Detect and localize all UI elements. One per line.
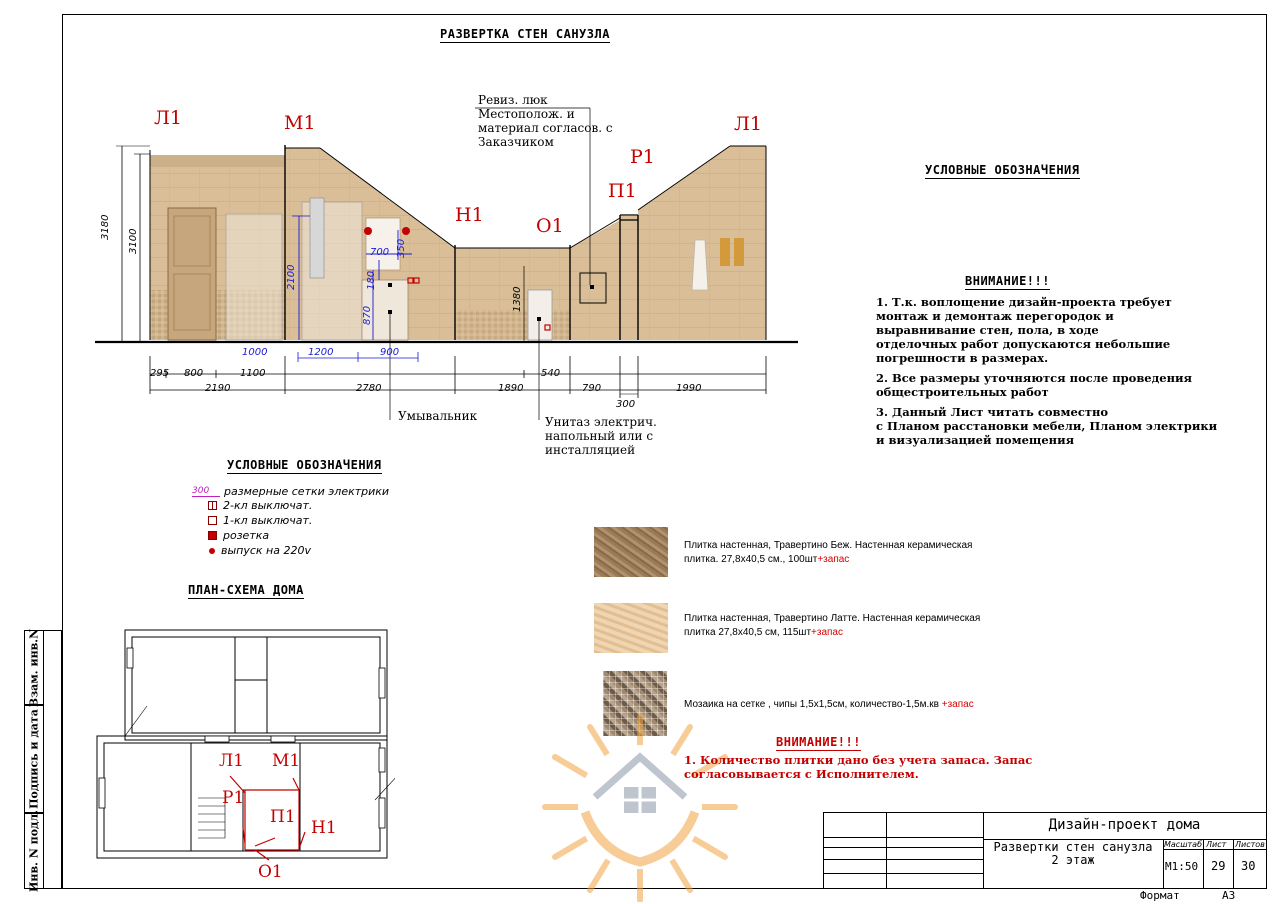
sidebar-cell-inventory [24, 810, 44, 892]
sidebar-cell-signature [24, 705, 44, 813]
dim-3100: 3100 [128, 228, 139, 254]
attention-item: 1. Т.к. воплощение дизайн-проекта требует монтаж и демонтаж перегородок и выравнивание стен, пола, в ходе отделочных работ допускаются небольшие погрешности в размерах. [876, 295, 1172, 365]
sheet-number: 29 [1211, 859, 1226, 873]
grid-sample-icon: 300 [192, 486, 220, 497]
dim-2190: 2190 [205, 383, 231, 394]
plan-label-o1: О1 [258, 862, 283, 882]
tile-swatch-beige [594, 527, 668, 577]
sidebar-label: Инв. N подл. [27, 810, 41, 892]
house-plan [95, 628, 395, 863]
dim-1890: 1890 [498, 383, 524, 394]
dim-295: 295 [150, 368, 170, 379]
plan-label-l1: Л1 [219, 751, 245, 771]
tile-desc-mosaic: Мозаика на сетке , чипы 1,5х1,5см, количество-1,5м.кв +запас [684, 699, 974, 710]
callout-toilet: Унитаз электрич. напольный или с инсталляцией [545, 415, 657, 457]
shower-cabin [226, 214, 282, 340]
legend-list [192, 484, 389, 558]
dim-1380: 1380 [512, 286, 523, 312]
dim-1100: 1100 [240, 368, 266, 379]
toilet [528, 290, 552, 340]
legend-item: 300 размерные сетки электрики [192, 484, 390, 498]
plan-label-p1: П1 [270, 807, 296, 827]
plan-label-n1: Н1 [311, 818, 337, 838]
outlet-220v-icon [209, 548, 215, 554]
dim-350: 350 [396, 238, 407, 258]
legend-item: 2-кл выключат. [192, 498, 389, 513]
attention-tiles-text: 1. Количество плитки дано без учета запаса. Запас согласовывается с Исполнителем. [684, 753, 1033, 781]
elevation-title: РАЗВЕРТКА СТЕН САНУЗЛА [440, 27, 610, 41]
tile-desc-beige: Плитка настенная, Травертино Беж. Настенная керамическая плитка. 27,8х40,5 см., 100шт+запас [684, 540, 973, 565]
legend-item: 1-кл выключат. [192, 513, 389, 528]
format-value: А3 [1222, 889, 1236, 902]
attention-item: 3. Данный Лист читать совместно с Планом расстановки мебели, Планом электрики и визуализацией помещения [876, 405, 1218, 447]
legend-item: розетка [192, 528, 389, 543]
wall-label-n1: Н1 [455, 204, 484, 226]
sidebar-narrow-column [44, 630, 62, 889]
company-logo [540, 712, 740, 902]
wall-label-o1: О1 [536, 215, 564, 237]
legend-title-left: УСЛОВНЫЕ ОБОЗНАЧЕНИЯ [227, 458, 382, 472]
attention-item: 2. Все размеры уточняются после проведения общестроительных работ [876, 371, 1193, 399]
switch-2key-icon [208, 501, 217, 510]
format-label: Формат [1140, 889, 1180, 902]
attention-list [876, 295, 1217, 447]
legend-item: выпуск на 220v [192, 543, 389, 558]
project-title: Дизайн-проект дома [1048, 817, 1201, 833]
dim-540: 540 [541, 368, 561, 379]
scale-value: М1:50 [1165, 860, 1199, 873]
dim-700: 700 [370, 247, 390, 258]
revision-note: Ревиз. люк Местополож. и материал согласов. с Заказчиком [478, 93, 613, 149]
dim-2100: 2100 [286, 264, 297, 290]
sidebar-label: Подпись и дата [27, 709, 41, 809]
tile-desc-latte: Плитка настенная, Травертино Латте. Настенная керамическая плитка 27,8х40,5 см, 115шт+запас [684, 613, 981, 638]
tile-swatch-latte [594, 603, 668, 653]
scale-label: Масштаб [1164, 840, 1203, 849]
sheets-label: Листов [1235, 840, 1265, 849]
wall-label-m1: М1 [284, 112, 316, 134]
dim-900: 900 [380, 347, 400, 358]
plan-label-r1: Р1 [222, 788, 245, 808]
wall-label-r1: Р1 [630, 146, 655, 168]
dim-800: 800 [184, 368, 204, 379]
sidebar-cell-replace [24, 630, 44, 705]
dim-790: 790 [582, 383, 602, 394]
wall-label-l1-right: Л1 [734, 113, 762, 135]
socket-icon [208, 531, 217, 540]
wall-label-l1: Л1 [154, 107, 182, 129]
dim-1000: 1000 [242, 347, 268, 358]
legend-title-right: УСЛОВНЫЕ ОБОЗНАЧЕНИЯ [925, 163, 1080, 177]
wall-label-p1: П1 [608, 180, 637, 202]
dim-1990: 1990 [676, 383, 702, 394]
dim-1200: 1200 [308, 347, 334, 358]
sheets-total: 30 [1241, 859, 1256, 873]
switch-1key-icon [208, 516, 217, 525]
plan-title: ПЛАН-СХЕМА ДОМА [188, 583, 304, 597]
sheet-label: Лист [1206, 840, 1227, 849]
dim-2780: 2780 [356, 383, 382, 394]
dim-180: 180 [366, 270, 377, 290]
sidebar-label: Взам. инв.N [27, 628, 41, 707]
dim-870: 870 [362, 305, 373, 325]
title-block [823, 812, 1267, 889]
plan-label-m1: М1 [272, 751, 301, 771]
attention-tiles-title: ВНИМАНИЕ!!! [776, 735, 861, 749]
dim-300: 300 [616, 399, 636, 410]
attention-title: ВНИМАНИЕ!!! [965, 274, 1050, 288]
sheet-title: Развертки стен санузла 2 этаж [993, 840, 1153, 867]
dim-3180: 3180 [100, 214, 111, 240]
callout-sink: Умывальник [398, 409, 478, 423]
